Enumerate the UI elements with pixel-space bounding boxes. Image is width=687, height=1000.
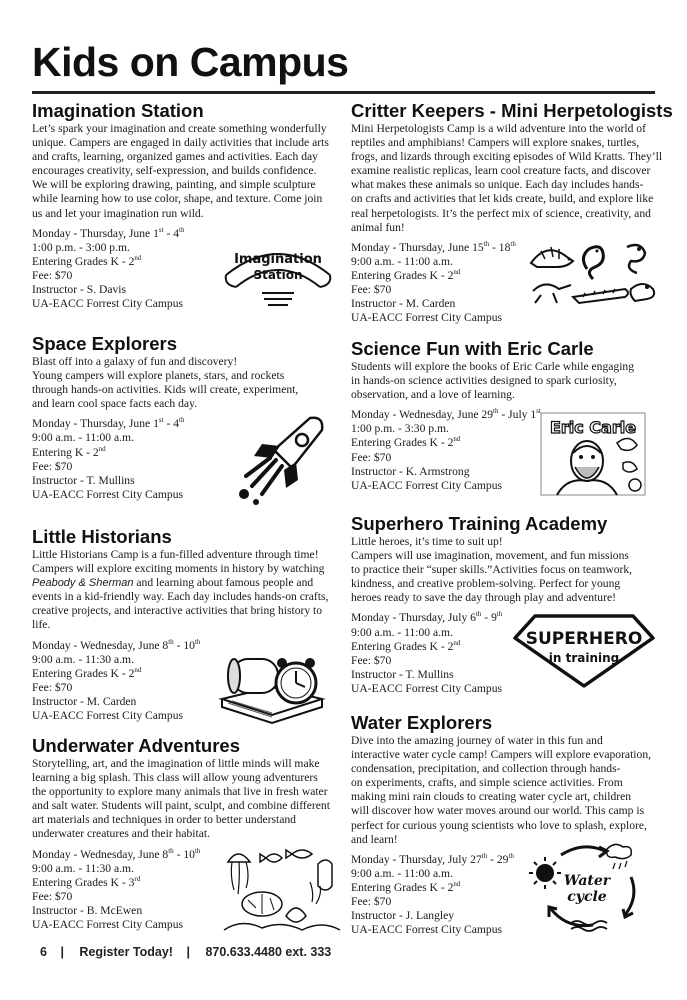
camp-fee: Fee: $70 (351, 450, 392, 464)
camp-instructor: Instructor - S. Davis (32, 283, 127, 297)
ocean-creatures-illustration (222, 842, 342, 934)
camp-grades: Entering Grades K - 2nd (32, 665, 142, 680)
lightbulb-imagination-station-illustration (218, 241, 338, 313)
camp-description: Dive into the amazing journey of water in this fun and interactive water cycle camp! Campers will explore evaporation, condensation, precipitation, and collection through hands- on experiments, crafts, and simple science activities. From making mini rain clouds to creating water cycle art, children will discover how water moves around our world. This camp is perfect for curious young scientists who love to splash, explore, and learn! (351, 734, 652, 846)
camp-time: 9:00 a.m. - 11:00 a.m. (351, 625, 453, 639)
camp-grades: Entering Grades K - 2nd (351, 879, 461, 894)
camp-dates: Monday - Thursday, June 15th - 18th (351, 239, 516, 254)
camp-time: 9:00 a.m. - 11:00 a.m. (351, 254, 453, 268)
svg-text:SUPERHERO: SUPERHERO (525, 629, 643, 649)
camp-title: Underwater Adventures (32, 735, 241, 756)
camp-description: Storytelling, art, and the imagination of little minds will make learning a big splash. This class will allow young adventurers the opportunity to explore many animals that live in fresh water and salt water. Students will paint, sculpt, and combine different art materials and techniques in order to better understand underwater creatures and their habitat. (32, 757, 330, 841)
superhero-badge-illustration (511, 610, 657, 690)
camp-grades: Entering Grades K - 2nd (351, 435, 461, 450)
camp-location: UA-EACC Forrest City Campus (32, 487, 184, 501)
camp-description: Mini Herpetologists Camp is a wild adventure into the world of reptiles and amphibians! Campers will explore snakes, turtles, frogs, and lizards through exciting episodes of Wild Kratts. They’ll examine realistic replicas, learn cool creature facts, and discover what makes these animals so unique. Each day includes hands- on crafts and activities that let kids create, build, and explore like real herpetologists. It’s the perfect mix of science, creativity, and animal fun! (351, 122, 663, 234)
camp-fee: Fee: $70 (32, 889, 73, 903)
camp-fee: Fee: $70 (32, 268, 73, 282)
camp-water-explorers (351, 711, 663, 937)
page-number: 6 (40, 945, 47, 959)
camp-dates: Monday - Thursday, June 1st - 4th (32, 416, 185, 431)
camp-location: UA-EACC Forrest City Campus (351, 478, 503, 492)
camp-description: Students will explore the books of Eric Carle while engaging in hands-on science activities designed to spark curiosity, observation, and a love of learning. (351, 360, 635, 402)
camp-location: UA-EACC Forrest City Campus (32, 297, 184, 311)
camp-time: 9:00 a.m. - 11:00 a.m. (32, 431, 134, 445)
camp-location: UA-EACC Forrest City Campus (32, 918, 184, 932)
camp-grades: Entering Grades K - 3rd (32, 874, 141, 889)
svg-text:Water: Water (563, 873, 611, 889)
camp-description: Let’s spark your imagination and create something wonderfully unique. Campers are engaged in daily activities that include arts and crafts, learning, organized games and activities. Each day encourages creativity, self-expression, and builds confidence. We will be exploring drawing, painting, and simple sculpture while learning how to use color, shape, and texture. Come join us and let your imagination run wild. (32, 122, 329, 220)
svg-text:Eric Carle: Eric Carle (549, 418, 637, 437)
camp-instructor: Instructor - M. Carden (351, 297, 456, 311)
svg-text:Imagination: Imagination (234, 252, 322, 267)
camp-grades: Entering Grades K - 2nd (351, 267, 461, 282)
footer-separator: | (60, 945, 64, 959)
camp-dates: Monday - Thursday, July 27th - 29th (351, 851, 514, 866)
camp-title: Science Fun with Eric Carle (351, 338, 594, 359)
register-text: Register Today! (79, 945, 173, 959)
camp-instructor: Instructor - T. Mullins (32, 473, 135, 487)
svg-text:cycle: cycle (567, 889, 607, 905)
camp-grades: Entering Grades K - 2nd (351, 638, 461, 653)
camp-dates: Monday - Wednesday, June 8th - 10th (32, 637, 201, 652)
camp-time: 9:00 a.m. - 11:30 a.m. (32, 861, 134, 875)
page-title: Kids on Campus (32, 39, 349, 85)
camp-location: UA-EACC Forrest City Campus (351, 923, 503, 937)
camp-instructor: Instructor - K. Armstrong (351, 464, 470, 478)
camp-time: 1:00 p.m. - 3:30 p.m. (351, 422, 449, 436)
camp-instructor: Instructor - J. Langley (351, 909, 455, 923)
camp-eric-carle (351, 337, 663, 493)
camp-title: Superhero Training Academy (351, 513, 608, 534)
camp-fee: Fee: $70 (32, 680, 73, 694)
camp-time: 9:00 a.m. - 11:30 a.m. (32, 652, 134, 666)
phone-number: 870.633.4480 ext. 333 (205, 945, 332, 959)
camp-superhero-training (351, 512, 663, 696)
camp-fee: Fee: $70 (32, 459, 73, 473)
reptiles-illustration (527, 239, 661, 315)
camp-dates: Monday - Thursday, June 1st - 4th (32, 225, 185, 240)
camp-fee: Fee: $70 (351, 895, 392, 909)
camp-fee: Fee: $70 (351, 653, 392, 667)
camp-imagination-station (32, 99, 342, 311)
eric-carle-portrait-illustration (537, 403, 649, 501)
camp-description: Little heroes, it’s time to suit up! Campers will use imagination, movement, and fun missions to practice their “super skills.”Activities focus on teamwork, kindness, and creative problem-solving. Perfect for young heroes ready to save the day through play and adventure! (351, 535, 633, 605)
camp-dates: Monday - Wednesday, June 29th - July 1st (351, 407, 541, 422)
camp-description: Blast off into a galaxy of fun and discovery! Young campers will explore planets, stars, and rockets through hands-on activities. Kids will create, experiment, and learn cool space facts each day. (32, 355, 299, 411)
camp-little-historians (32, 525, 342, 723)
page-footer (40, 945, 341, 959)
water-cycle-illustration (527, 837, 645, 937)
rocket-illustration (232, 410, 332, 510)
camp-title: Critter Keepers - Mini Herpetologists (351, 100, 673, 121)
footer-separator: | (186, 945, 190, 959)
camp-title: Imagination Station (32, 100, 204, 121)
camp-location: UA-EACC Forrest City Campus (32, 709, 184, 723)
camp-instructor: Instructor - T. Mullins (351, 667, 454, 681)
camp-title: Water Explorers (351, 712, 493, 733)
camp-instructor: Instructor - B. McEwen (32, 903, 143, 917)
camp-time: 1:00 p.m. - 3:00 p.m. (32, 240, 130, 254)
camp-location: UA-EACC Forrest City Campus (351, 311, 503, 325)
svg-text:Station: Station (253, 268, 303, 282)
camp-time: 9:00 a.m. - 11:00 a.m. (351, 866, 453, 880)
camp-instructor: Instructor - M. Carden (32, 694, 137, 708)
camp-critter-keepers (351, 99, 673, 325)
camp-title: Little Historians (32, 526, 172, 547)
svg-text:in training: in training (548, 651, 620, 665)
book-and-clock-illustration (218, 649, 328, 725)
title-divider (32, 91, 655, 94)
camp-fee: Fee: $70 (351, 283, 392, 297)
camp-grades: Entering Grades K - 2nd (32, 253, 142, 268)
camp-title: Space Explorers (32, 333, 177, 354)
camp-location: UA-EACC Forrest City Campus (351, 681, 503, 695)
camp-grades: Entering K - 2nd (32, 444, 106, 459)
camp-description: Little Historians Camp is a fun-filled adventure through time! Campers will explore exciting moments in history by watching Peabody & Sherman and learning about famous people and events in a kid-friendly way. Each day includes hands-on crafts, creative projects, and interactive activities that bring history to life. (32, 548, 329, 632)
camp-dates: Monday - Thursday, July 6th - 9th (351, 610, 503, 625)
camp-underwater-adventures (32, 734, 342, 932)
camp-space-explorers (32, 332, 342, 502)
camp-dates: Monday - Wednesday, June 8th - 10th (32, 846, 201, 861)
